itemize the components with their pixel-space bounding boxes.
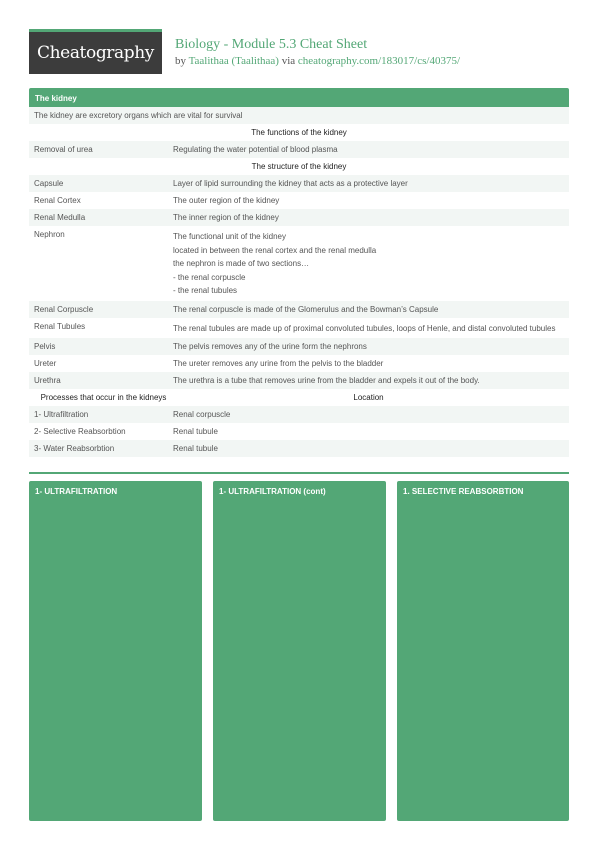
nephron-line: - the renal tubules: [173, 286, 238, 295]
processes-heading-col1: Processes that occur in the kidneys: [40, 393, 167, 402]
row-term: Renal Medulla: [34, 213, 86, 222]
row-desc: Renal tubule: [173, 444, 218, 453]
row-term: Ureter: [34, 359, 57, 368]
row-term: 2- Selective Reabsorbtion: [34, 427, 126, 436]
table-row: [29, 355, 569, 372]
structure-subheading: [29, 158, 569, 175]
table-row: [29, 209, 569, 226]
byline-by: by: [175, 55, 186, 67]
nephron-line: the nephron is made of two sections…: [173, 259, 310, 268]
row-term: 1- Ultrafiltration: [34, 410, 89, 419]
nephron-line: located in between the renal cortex and the renal medulla: [173, 245, 377, 255]
row-desc: The inner region of the kidney: [173, 213, 279, 222]
table-row: [29, 141, 569, 158]
card-selective-reabsorbtion: [397, 481, 569, 821]
row-desc: Renal corpuscle: [173, 410, 231, 419]
row-desc-wrap: [173, 322, 564, 336]
nephron-line: - the renal corpuscle: [173, 272, 246, 282]
sheet-url-link[interactable]: cheatography.com/183017/cs/40375/: [297, 55, 461, 67]
row-term: 3- Water Reabsorbtion: [34, 444, 115, 453]
row-desc: [173, 230, 564, 298]
row-term: Nephron: [34, 230, 65, 239]
table-row: [29, 175, 569, 192]
table-row: [29, 440, 569, 457]
row-desc: Renal tubule: [173, 427, 218, 436]
kidney-table: [29, 107, 569, 457]
section-heading-kidney: The kidney: [29, 88, 569, 107]
table-row: [29, 318, 569, 339]
card-ultrafiltration: [29, 481, 202, 821]
byline-via: via: [281, 55, 296, 67]
author-link[interactable]: Taalithaa (Taalithaa): [188, 55, 279, 67]
row-term: Pelvis: [34, 342, 56, 351]
card-title: 1- ULTRAFILTRATION (cont): [219, 487, 326, 496]
table-row: [29, 301, 569, 318]
row-term: Removal of urea: [34, 145, 93, 154]
row-term: Renal Tubules: [34, 321, 86, 331]
row-term: Urethra: [34, 376, 61, 385]
intro-text: The kidney are excretory organs which are vital for survival: [34, 111, 243, 120]
row-term: Renal Corpuscle: [34, 304, 94, 314]
table-row: [29, 338, 569, 355]
row-desc: The pelvis removes any of the urine form the nephrons: [173, 342, 367, 351]
row-desc: Layer of lipid surrounding the kidney that acts as a protective layer: [173, 179, 408, 188]
functions-subheading: [29, 124, 569, 141]
page-header: [175, 36, 460, 69]
processes-heading-col2: Location: [353, 393, 384, 402]
row-desc: The renal corpuscle is made of the Glomerulus and the Bowman’s Capsule: [173, 304, 439, 314]
table-bottom-rule: [29, 472, 569, 474]
row-desc: The urethra is a tube that removes urine from the bladder and expels it out of the body.: [173, 376, 480, 385]
table-row: [29, 423, 569, 440]
table-row: [29, 372, 569, 389]
row-desc: The ureter removes any urine from the pelvis to the bladder: [173, 359, 384, 368]
table-row: [29, 406, 569, 423]
structure-subheading-text: The structure of the kidney: [251, 162, 347, 171]
card-ultrafiltration-cont: [213, 481, 386, 821]
row-term: Capsule: [34, 179, 64, 188]
row-term: Renal Cortex: [34, 196, 81, 205]
nephron-line: The functional unit of the kidney: [173, 232, 286, 241]
table-row-nephron: [29, 226, 569, 301]
row-desc: Regulating the water potential of blood plasma: [173, 145, 338, 154]
row-desc: The outer region of the kidney: [173, 196, 280, 205]
row-desc: The renal tubules are made up of proximal convoluted tubules, loops of Henle, and distal convoluted tubules: [173, 323, 556, 333]
intro-row: [29, 107, 569, 124]
table-row: [29, 192, 569, 209]
card-title: 1- ULTRAFILTRATION: [35, 487, 118, 496]
card-title: 1. SELECTIVE REABSORBTION: [403, 487, 524, 496]
functions-subheading-text: The functions of the kidney: [251, 128, 347, 137]
page-title: Biology - Module 5.3 Cheat Sheet: [175, 37, 368, 52]
processes-heading-row: [29, 389, 569, 406]
cheatography-logo[interactable]: [29, 29, 162, 74]
logo-text: Cheatography: [37, 43, 154, 63]
byline: [175, 54, 460, 69]
